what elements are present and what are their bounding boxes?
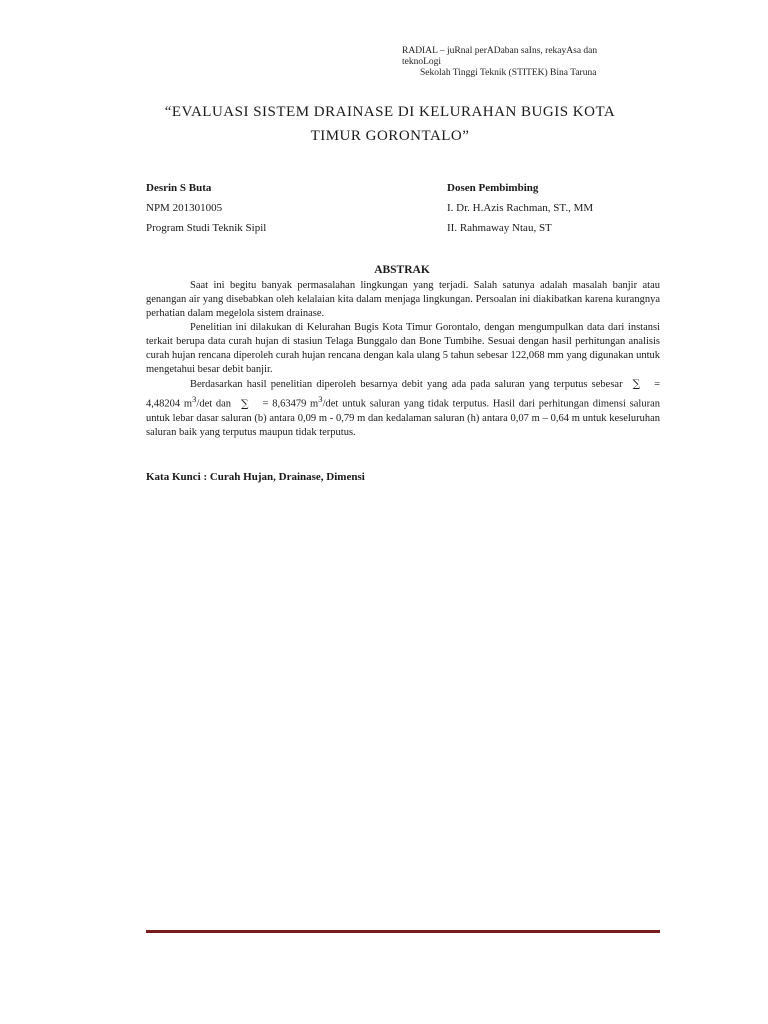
author-name: Desrin S Buta <box>146 182 212 194</box>
advisor-2: II. Rahmaway Ntau, ST <box>447 222 552 234</box>
sigma-symbol-1: ∑ <box>632 378 641 390</box>
abstract-paragraph-2: Penelitian ini dilakukan di Kelurahan Bugis Kota Timur Gorontalo, dengan mengumpulkan data dari instansi terkait berupa data curah hujan di stasiun Telaga Bunggalo dan Bone Tumbihe. Sesuai dengan hasil perhitungan analisis curah hujan rencana diperoleh curah hujan rencana dengan kala ulang 5 tahun sebesar 122,068 mm yang digunakan untuk mengetahui besar debit banjir. <box>146 322 660 375</box>
author-npm: NPM 201301005 <box>146 202 223 214</box>
unit-superscript-2: 3 <box>318 394 323 404</box>
journal-name: RADIAL – juRnal perADaban saIns, rekayAsa dan teknoLogi <box>402 46 598 67</box>
footer-rule <box>146 930 660 933</box>
abstract-paragraph-1: Saat ini begitu banyak permasalahan lingkungan yang terjadi. Salah satunya adalah masalah banjir atau genangan air yang disebabkan oleh kelalaian kita dalam menjaga lingkungan. Persoalan ini diakibatkan karena kurangnya perhatian dalam megelola sistem drainase. <box>146 280 660 319</box>
author-block <box>146 178 446 238</box>
discharge-value-1: = 4,48204 m <box>146 379 660 410</box>
abstract-paragraph-3 <box>146 377 660 440</box>
author-program: Program Studi Teknik Sipil <box>146 222 267 234</box>
abstract-body <box>146 279 660 440</box>
advisor-block <box>447 178 667 238</box>
abstract-p3-intro: Berdasarkan hasil penelitian diperoleh besarnya debit yang ada pada saluran yang terputus sebesar <box>190 379 623 390</box>
paper-title <box>150 100 630 148</box>
unit-tail-1: /det dan <box>196 398 232 410</box>
unit-tail-2: /det untuk saluran yang tidak terputus. Hasil dari perhitungan dimensi saluran untuk lebar dasar saluran (b) antara 0,09 m - 0,79 m dan kedalaman saluran (h) antara 0,07 m – 0,64 m untuk keseluruhan saluran baik yang terputus maupun tidak terputus. <box>146 398 660 438</box>
abstract-heading: ABSTRAK <box>374 264 430 276</box>
journal-header <box>402 46 632 80</box>
advisor-1: I. Dr. H.Azis Rachman, ST., MM <box>447 202 594 214</box>
advisor-heading: Dosen Pembimbing <box>447 182 539 194</box>
title-line-1: “EVALUASI SISTEM DRAINASE DI KELURAHAN BUGIS KOTA <box>164 104 616 120</box>
title-line-2: TIMUR GORONTALO” <box>310 128 470 144</box>
keywords: Kata Kunci : Curah Hujan, Drainase, Dimensi <box>146 471 365 483</box>
sigma-symbol-2: ∑ <box>241 397 249 410</box>
discharge-value-2: = 8,63479 m <box>262 398 319 410</box>
institution-name: Sekolah Tinggi Teknik (STITEK) Bina Taruna <box>420 68 597 78</box>
unit-superscript-1: 3 <box>192 394 197 404</box>
